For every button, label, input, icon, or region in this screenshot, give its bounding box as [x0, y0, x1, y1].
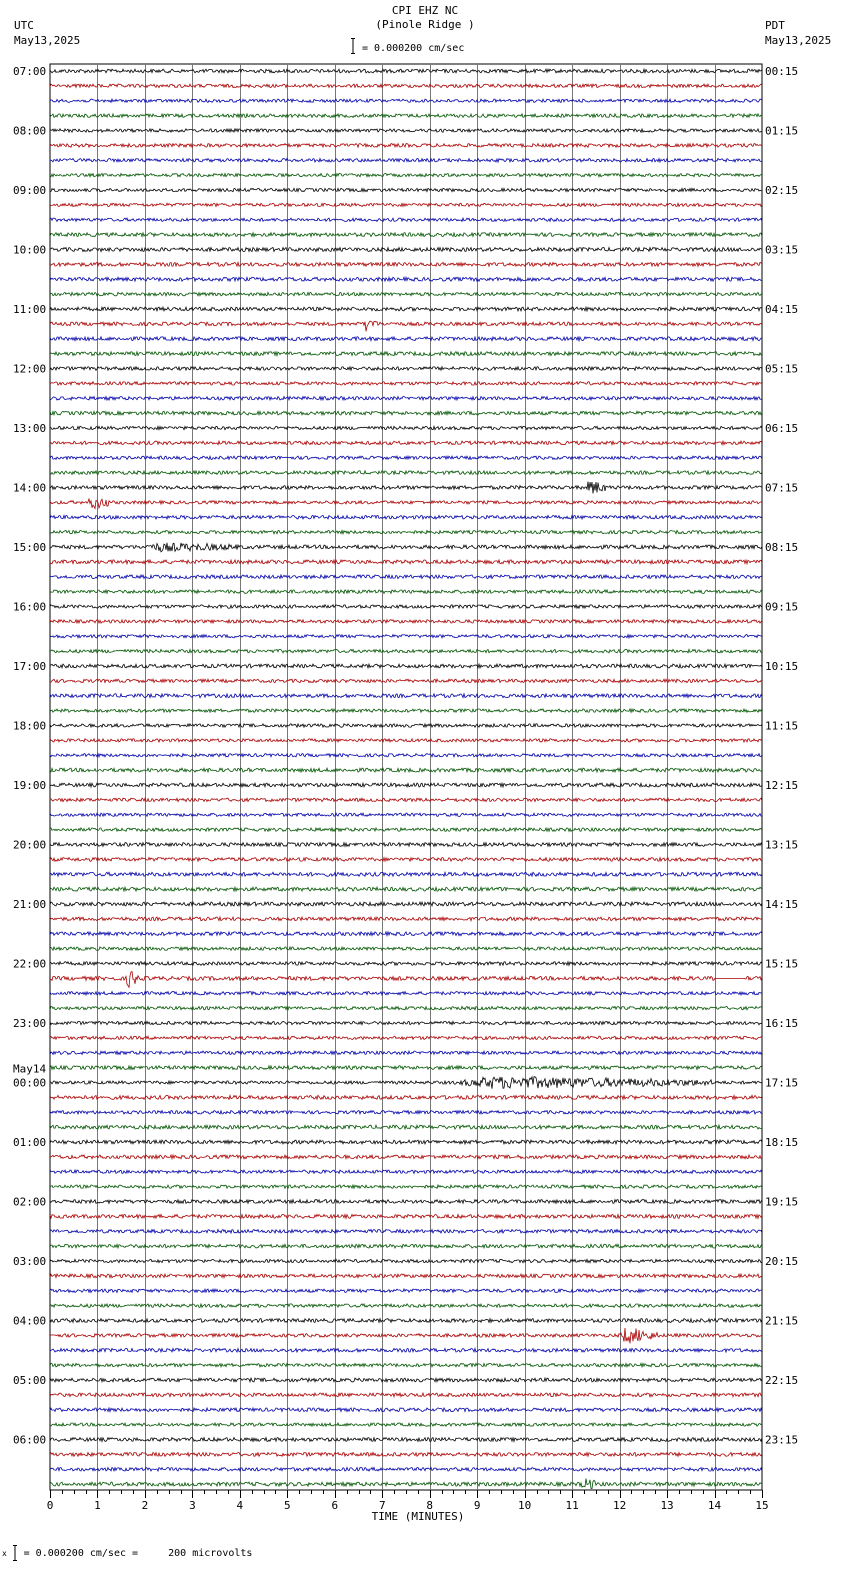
utc-hour-label: 01:00: [13, 1136, 47, 1149]
trace-line: [50, 1077, 762, 1089]
right-date-label: May13,2025: [765, 34, 832, 47]
trace-line: [50, 411, 762, 415]
date-change-label: May14: [13, 1062, 47, 1076]
trace-line: [50, 679, 762, 682]
pdt-hour-label: 10:15: [765, 660, 799, 673]
trace-line: [50, 114, 762, 118]
trace-line: [50, 382, 762, 385]
trace-line: [50, 1423, 762, 1426]
pdt-hour-label: 07:15: [765, 481, 799, 495]
trace-line: [50, 99, 762, 102]
trace-line: [50, 482, 762, 494]
trace-line: [50, 709, 762, 712]
trace-line: [50, 367, 762, 371]
trace-line: [50, 1051, 762, 1054]
trace-line: [50, 174, 762, 177]
trace-line: [50, 1274, 762, 1278]
trace-line: [50, 798, 762, 801]
trace-line: [50, 1348, 762, 1352]
trace-line: [50, 992, 762, 995]
trace-line: [50, 129, 762, 132]
x-tick-label: 8: [426, 1499, 434, 1512]
pdt-hour-label: 23:15: [765, 1433, 799, 1447]
utc-hour-label: 13:00: [13, 422, 47, 435]
trace-line: [50, 1125, 762, 1129]
trace-line: [50, 828, 762, 832]
trace-line: [50, 292, 762, 295]
pdt-hour-label: 15:15: [765, 957, 799, 971]
trace-line: [50, 972, 762, 988]
trace-line: [50, 1036, 762, 1039]
trace-line: [50, 947, 762, 950]
pdt-hour-label: 05:15: [765, 362, 799, 376]
trace-line: [50, 1393, 762, 1397]
x-tick-label: 5: [284, 1499, 291, 1512]
pdt-hour-label: 11:15: [765, 719, 799, 733]
trace-line: [50, 664, 762, 668]
trace-line: [50, 724, 762, 727]
x-tick-label: 10: [518, 1499, 532, 1512]
pdt-hour-label: 08:15: [765, 541, 799, 554]
station-title: CPI EHZ NC: [391, 4, 459, 17]
pdt-hour-label: 17:15: [765, 1076, 799, 1090]
utc-hour-label: 08:00: [13, 124, 47, 138]
pdt-hour-label: 13:15: [765, 838, 799, 852]
trace-line: [50, 397, 762, 401]
trace-line: [50, 768, 762, 772]
trace-line: [50, 1230, 762, 1234]
trace-line: [50, 1453, 762, 1457]
trace-line: [50, 649, 762, 652]
trace-line: [50, 858, 762, 862]
trace-line: [50, 352, 762, 356]
trace-line: [50, 1304, 762, 1308]
trace-line: [50, 1200, 762, 1204]
pdt-hour-label: 01:15: [765, 124, 799, 138]
trace-line: [50, 144, 762, 148]
trace-line: [50, 560, 762, 564]
trace-line: [50, 159, 762, 163]
trace-line: [50, 620, 762, 623]
utc-hour-label: 16:00: [13, 600, 47, 614]
trace-line: [50, 1468, 762, 1472]
trace-line: [50, 1244, 762, 1248]
trace-line: [50, 69, 762, 73]
trace-line: [50, 188, 762, 191]
utc-hour-label: 04:00: [13, 1314, 47, 1328]
trace-line: [50, 962, 762, 966]
trace-line: [50, 739, 762, 742]
trace-line: [50, 932, 762, 936]
trace-line: [50, 1170, 762, 1173]
x-tick-label: 1: [94, 1499, 101, 1512]
trace-line: [50, 1328, 762, 1343]
utc-hour-label: 09:00: [13, 184, 47, 197]
trace-line: [50, 471, 762, 475]
pdt-hour-label: 03:15: [765, 243, 799, 257]
trace-line: [50, 1479, 762, 1489]
trace-line: [50, 1021, 762, 1024]
utc-hour-label: 18:00: [13, 719, 47, 733]
utc-hour-label: 00:00: [13, 1076, 47, 1090]
x-tick-label: 13: [660, 1499, 674, 1512]
trace-line: [50, 515, 762, 519]
trace-line: [50, 1095, 762, 1099]
trace-line: [50, 1438, 762, 1442]
trace-line: [50, 694, 762, 698]
utc-hour-label: 22:00: [13, 957, 47, 971]
site-subtitle: (Pinole Ridge ): [375, 18, 475, 31]
pdt-hour-label: 21:15: [765, 1314, 799, 1328]
pdt-hour-label: 02:15: [765, 184, 799, 197]
utc-hour-label: 19:00: [13, 779, 47, 792]
left-timezone-label: UTC: [14, 19, 34, 32]
trace-line: [50, 1140, 762, 1144]
x-tick-label: 0: [46, 1499, 54, 1512]
trace-line: [50, 917, 762, 921]
trace-line: [50, 872, 762, 876]
trace-line: [50, 902, 762, 906]
pdt-hour-label: 22:15: [765, 1374, 799, 1387]
utc-hour-label: 06:00: [13, 1433, 47, 1447]
utc-hour-label: 07:00: [13, 65, 47, 78]
x-tick-label: 11: [565, 1499, 579, 1512]
x-tick-label: 4: [236, 1499, 244, 1512]
trace-line: [50, 248, 762, 252]
trace-line: [50, 1155, 762, 1159]
trace-line: [50, 783, 762, 787]
trace-line: [50, 307, 762, 311]
trace-line: [50, 426, 762, 429]
utc-hour-label: 23:00: [13, 1017, 47, 1030]
pdt-hour-label: 18:15: [765, 1136, 799, 1149]
trace-line: [50, 1319, 762, 1323]
pdt-hour-label: 06:15: [765, 422, 799, 435]
x-tick-label: 2: [141, 1499, 149, 1512]
trace-line: [50, 1363, 762, 1366]
trace-line: [50, 1007, 762, 1010]
x-tick-label: 7: [378, 1499, 386, 1512]
trace-line: [50, 575, 762, 579]
trace-line: [50, 1408, 762, 1412]
pdt-hour-label: 12:15: [765, 779, 799, 792]
x-tick-label: 3: [189, 1499, 196, 1512]
x-tick-label: 14: [707, 1499, 722, 1512]
pdt-hour-label: 00:15: [765, 65, 799, 78]
utc-hour-label: 15:00: [13, 541, 47, 554]
trace-line: [50, 233, 762, 237]
pdt-hour-label: 19:15: [765, 1195, 799, 1209]
trace-line: [50, 1066, 762, 1070]
trace-line: [50, 887, 762, 891]
x-tick-label: 9: [473, 1499, 481, 1512]
trace-line: [50, 441, 762, 445]
trace-line: [50, 321, 762, 331]
trace-line: [50, 1111, 762, 1114]
utc-hour-label: 03:00: [13, 1255, 47, 1268]
utc-hour-label: 11:00: [13, 303, 47, 316]
trace-line: [50, 262, 762, 266]
trace-line: [50, 543, 762, 552]
trace-line: [50, 277, 762, 281]
trace-line: [50, 590, 762, 594]
trace-line: [50, 337, 762, 341]
trace-line: [50, 1215, 762, 1219]
utc-hour-label: 21:00: [13, 898, 47, 911]
trace-line: [50, 1259, 762, 1262]
pdt-hour-label: 14:15: [765, 898, 799, 911]
pdt-hour-label: 20:15: [765, 1255, 799, 1268]
utc-hour-label: 05:00: [13, 1374, 47, 1387]
x-tick-label: 12: [612, 1499, 627, 1512]
trace-line: [50, 754, 762, 757]
left-date-label: May13,2025: [14, 34, 81, 47]
trace-line: [50, 813, 762, 816]
pdt-hour-label: 09:15: [765, 600, 799, 614]
trace-line: [50, 605, 762, 608]
x-axis-title: TIME (MINUTES): [371, 1510, 465, 1523]
trace-line: [50, 1378, 762, 1382]
right-timezone-label: PDT: [765, 19, 785, 32]
pdt-hour-label: 16:15: [765, 1017, 799, 1030]
trace-line: [50, 499, 762, 509]
x-tick-label: 6: [331, 1499, 339, 1512]
utc-hour-label: 20:00: [13, 838, 47, 852]
trace-line: [50, 1289, 762, 1292]
utc-hour-label: 14:00: [13, 481, 47, 495]
trace-line: [50, 203, 762, 206]
utc-hour-label: 12:00: [13, 362, 47, 376]
footer-scale-label: x = 0.000200 cm/sec = 200 microvolts: [2, 1548, 253, 1559]
x-tick-label: 15: [755, 1499, 769, 1512]
utc-hour-label: 17:00: [13, 660, 47, 673]
pdt-hour-label: 04:15: [765, 303, 799, 316]
utc-hour-label: 02:00: [13, 1195, 47, 1209]
utc-hour-label: 10:00: [13, 243, 47, 257]
trace-line: [50, 456, 762, 459]
trace-line: [50, 1185, 762, 1188]
scale-label: = 0.000200 cm/sec: [362, 43, 465, 54]
trace-line: [50, 531, 762, 534]
trace-line: [50, 84, 762, 88]
trace-line: [50, 843, 762, 847]
trace-line: [50, 218, 762, 221]
trace-line: [50, 635, 762, 638]
